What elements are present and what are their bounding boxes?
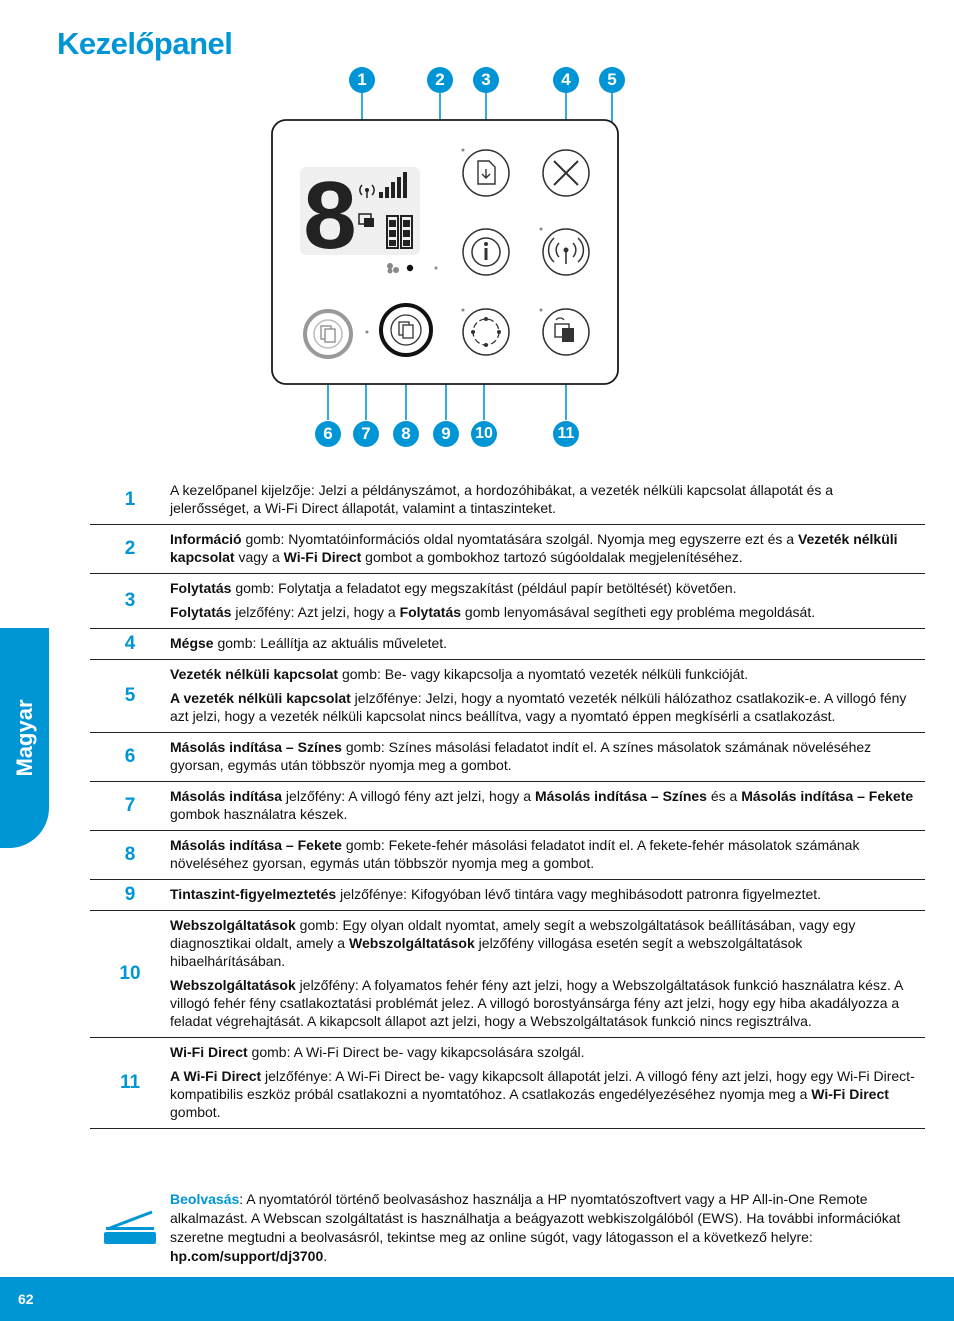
wireless-button[interactable] bbox=[543, 229, 589, 275]
wifi-direct-button[interactable] bbox=[543, 309, 589, 355]
row-number: 1 bbox=[124, 489, 136, 510]
row-number: 5 bbox=[124, 685, 136, 706]
table-row bbox=[90, 782, 925, 831]
description-paragraph bbox=[170, 976, 915, 1030]
text-segment: gomb: Egy olyan oldalt nyomtat, amely segít a webszolgáltatások beállításában, vagy egy diagnosztikai oldalt, amely a bbox=[170, 917, 856, 951]
row-number: 10 bbox=[119, 963, 141, 984]
scanner-icon bbox=[90, 1188, 170, 1266]
text-segment: gombot a gombokhoz tartozó súgóoldalak megjelenítéséhez. bbox=[361, 549, 743, 565]
description-paragraph bbox=[170, 603, 915, 621]
callout-6: 6 bbox=[315, 421, 341, 447]
text-segment: gomb: Be- vagy kikapcsolja a nyomtató vezeték nélküli funkcióját. bbox=[338, 666, 749, 682]
text-segment: gomb: Nyomtatóinformációs oldal nyomtatására szolgál. Nyomja meg egyszerre ezt és a bbox=[241, 531, 798, 547]
information-button[interactable] bbox=[463, 229, 509, 275]
control-panel-illustration bbox=[260, 60, 640, 460]
description-table bbox=[90, 476, 925, 1129]
term-bold: Tintaszint-figyelmeztetés bbox=[170, 886, 337, 902]
text-segment: gombot. bbox=[170, 1104, 221, 1120]
term-bold: Webszolgáltatások bbox=[170, 977, 296, 993]
control-panel-diagram bbox=[260, 60, 640, 460]
row-number: 9 bbox=[124, 884, 136, 905]
term-bold: A Wi-Fi Direct bbox=[170, 1068, 262, 1084]
text-segment: gomb: Folytatja a feladatot egy megszakítást (például papír betöltését) követően. bbox=[231, 580, 737, 596]
term-bold: Vezeték nélküli kapcsolat bbox=[170, 531, 898, 565]
description-paragraph bbox=[170, 634, 915, 652]
text-segment: A kezelőpanel kijelzője: Jelzi a példányszámot, a hordozóhibákat, a vezeték nélküli kapcsolat állapotát és a jelerősséget, a Wi-Fi Direct állapotát, valamint a tintaszinteket. bbox=[170, 482, 834, 516]
term-bold: A vezeték nélküli kapcsolat bbox=[170, 690, 351, 706]
scan-text: : A nyomtatóról történő beolvasáshoz használja a HP nyomtatószoftvert vagy a HP All-in-One Remote alkalmazást. A Webscan szolgáltatást is használhatja a beágyazott webkiszolgálóból (EWS). Ha további információkat szeretne megtudni a beolvasásról, tekintse meg az online súgót, vagy látogasson el a következő helyre: bbox=[170, 1191, 901, 1245]
table-row bbox=[90, 880, 925, 911]
term-bold: Webszolgáltatások bbox=[170, 917, 296, 933]
text-segment: jelzőfénye: Jelzi, hogy a nyomtató vezeték nélküli hálózathoz csatlakozik-e. A villogó fény azt jelzi, hogy a vezeték nélküli kapcsolat nincs beállítva, vagy a nyomtató éppen megkísérli a csatlakozást. bbox=[170, 690, 907, 724]
description-paragraph bbox=[170, 530, 915, 566]
footer-bar bbox=[0, 1277, 954, 1321]
term-bold: Wi-Fi Direct bbox=[811, 1086, 889, 1102]
text-segment: vagy a bbox=[234, 549, 284, 565]
text-segment: jelzőfény: Azt jelzi, hogy a bbox=[231, 604, 400, 620]
term-bold: Wi-Fi Direct bbox=[170, 1044, 248, 1060]
row-description bbox=[170, 525, 925, 573]
row-number: 4 bbox=[124, 633, 136, 654]
start-copy-color-button[interactable] bbox=[305, 311, 351, 357]
scan-end: . bbox=[323, 1248, 328, 1264]
description-paragraph bbox=[170, 481, 915, 517]
row-number: 11 bbox=[119, 1072, 141, 1093]
table-row bbox=[90, 1038, 925, 1129]
description-paragraph bbox=[170, 579, 915, 597]
row-description bbox=[170, 476, 925, 524]
description-paragraph bbox=[170, 1067, 915, 1121]
web-services-button[interactable] bbox=[463, 309, 509, 355]
description-paragraph bbox=[170, 689, 915, 725]
term-bold: Mégse bbox=[170, 635, 214, 651]
callout-8: 8 bbox=[393, 421, 419, 447]
term-bold: Folytatás bbox=[170, 580, 232, 596]
resume-button[interactable] bbox=[463, 150, 509, 196]
term-bold: Wi-Fi Direct bbox=[283, 549, 362, 565]
callout-10: 10 bbox=[471, 421, 497, 447]
row-description bbox=[170, 911, 925, 1037]
page-number: 62 bbox=[18, 1291, 34, 1307]
description-paragraph bbox=[170, 738, 915, 774]
language-tab bbox=[0, 628, 49, 848]
row-number: 2 bbox=[124, 538, 136, 559]
text-segment: jelzőfény villogása esetén segít a webszolgáltatások hibaelhárításában. bbox=[170, 935, 803, 969]
row-number: 7 bbox=[124, 795, 136, 816]
text-segment: gomb: Színes másolási feladatot indít el. A színes másolatok számának növeléséhez gyorsan, egymás után többször nyomja meg a gombot. bbox=[170, 739, 872, 773]
description-paragraph bbox=[170, 916, 915, 970]
page-title: Kezelőpanel bbox=[57, 26, 233, 61]
scan-info bbox=[90, 1188, 925, 1266]
text-segment: jelzőfény: A folyamatos fehér fény azt jelzi, hogy a Webszolgáltatások funkció használatra kész. A villogó fehér fény csatlakoztatási problémát jelez. A villogó borostyánsárga fény azt jelzi, hogy egy hiba akadályozza a feladat végrehajtását. A kikapcsolt állapot azt jelzi, hogy a Webszolgáltatások funkció nincs regisztrálva. bbox=[170, 977, 903, 1029]
term-bold: Másolás indítása bbox=[170, 788, 283, 804]
text-segment: jelzőfénye: Kifogyóban lévő tintára vagy meghibásodott patronra figyelmeztet. bbox=[336, 886, 822, 902]
row-number: 3 bbox=[124, 590, 136, 611]
scan-label: Beolvasás bbox=[170, 1191, 240, 1207]
cancel-button[interactable] bbox=[543, 150, 589, 196]
text-segment: gomb lenyomásával segítheti egy probléma megoldását. bbox=[461, 604, 816, 620]
table-row bbox=[90, 476, 925, 525]
callout-5: 5 bbox=[599, 67, 625, 93]
description-paragraph bbox=[170, 836, 915, 872]
row-description bbox=[170, 574, 925, 628]
support-link[interactable]: hp.com/support/dj3700 bbox=[170, 1248, 324, 1264]
text-segment: gomb: Leállítja az aktuális műveletet. bbox=[213, 635, 448, 651]
row-description bbox=[170, 831, 925, 879]
row-description bbox=[170, 1038, 925, 1128]
text-segment: gomb: A Wi-Fi Direct be- vagy kikapcsolására szolgál. bbox=[247, 1044, 585, 1060]
term-bold: Webszolgáltatások bbox=[349, 935, 475, 951]
table-row bbox=[90, 733, 925, 782]
table-row bbox=[90, 831, 925, 880]
callout-11: 11 bbox=[553, 421, 579, 447]
term-bold: Folytatás bbox=[170, 604, 232, 620]
table-row bbox=[90, 660, 925, 733]
callout-7: 7 bbox=[353, 421, 379, 447]
term-bold: Másolás indítása – Fekete bbox=[170, 837, 342, 853]
table-row bbox=[90, 525, 925, 574]
row-number: 6 bbox=[124, 746, 136, 767]
callout-1: 1 bbox=[349, 67, 375, 93]
table-row bbox=[90, 629, 925, 660]
term-bold: Folytatás bbox=[399, 604, 462, 620]
language-tab-label: Magyar bbox=[11, 699, 37, 777]
callout-4: 4 bbox=[553, 67, 579, 93]
table-row bbox=[90, 574, 925, 629]
text-segment: gomb: Fekete-fehér másolási feladatot indít el. A fekete-fehér másolatok számának növeléséhez gyorsan, egymás után többször nyomja meg a gombot. bbox=[170, 837, 860, 871]
row-number: 8 bbox=[124, 844, 136, 865]
term-bold: Másolás indítása – Színes bbox=[534, 788, 707, 804]
text-segment: jelzőfénye: A Wi-Fi Direct be- vagy kikapcsolt állapotát jelzi. A villogó fény azt jelzi, hogy egy Wi-Fi Direct-kompatibilis eszköz próbál csatlakozni a nyomtatóhoz. A csatlakozás engedélyezéséhez nyomja meg a bbox=[170, 1068, 915, 1102]
term-bold: Másolás indítása – Fekete bbox=[741, 788, 914, 804]
description-paragraph bbox=[170, 1043, 915, 1061]
description-paragraph bbox=[170, 665, 915, 683]
row-description bbox=[170, 880, 925, 910]
callout-3: 3 bbox=[473, 67, 499, 93]
description-paragraph bbox=[170, 787, 915, 823]
row-description bbox=[170, 733, 925, 781]
scan-description bbox=[170, 1188, 925, 1266]
term-bold: Információ bbox=[170, 531, 242, 547]
description-paragraph bbox=[170, 885, 915, 903]
term-bold: Másolás indítása – Színes bbox=[170, 739, 342, 755]
callout-9: 9 bbox=[433, 421, 459, 447]
lcd-digit: 8 bbox=[303, 162, 357, 269]
text-segment: és a bbox=[706, 788, 742, 804]
callout-2: 2 bbox=[427, 67, 453, 93]
ink-alert-light bbox=[407, 265, 413, 271]
term-bold: Vezeték nélküli kapcsolat bbox=[170, 666, 339, 682]
row-description bbox=[170, 629, 925, 659]
text-segment: gombok használatra készek. bbox=[170, 806, 348, 822]
table-row bbox=[90, 911, 925, 1038]
row-description bbox=[170, 782, 925, 830]
row-description bbox=[170, 660, 925, 732]
start-copy-black-button[interactable] bbox=[381, 305, 431, 355]
text-segment: jelzőfény: A villogó fény azt jelzi, hogy a bbox=[282, 788, 535, 804]
